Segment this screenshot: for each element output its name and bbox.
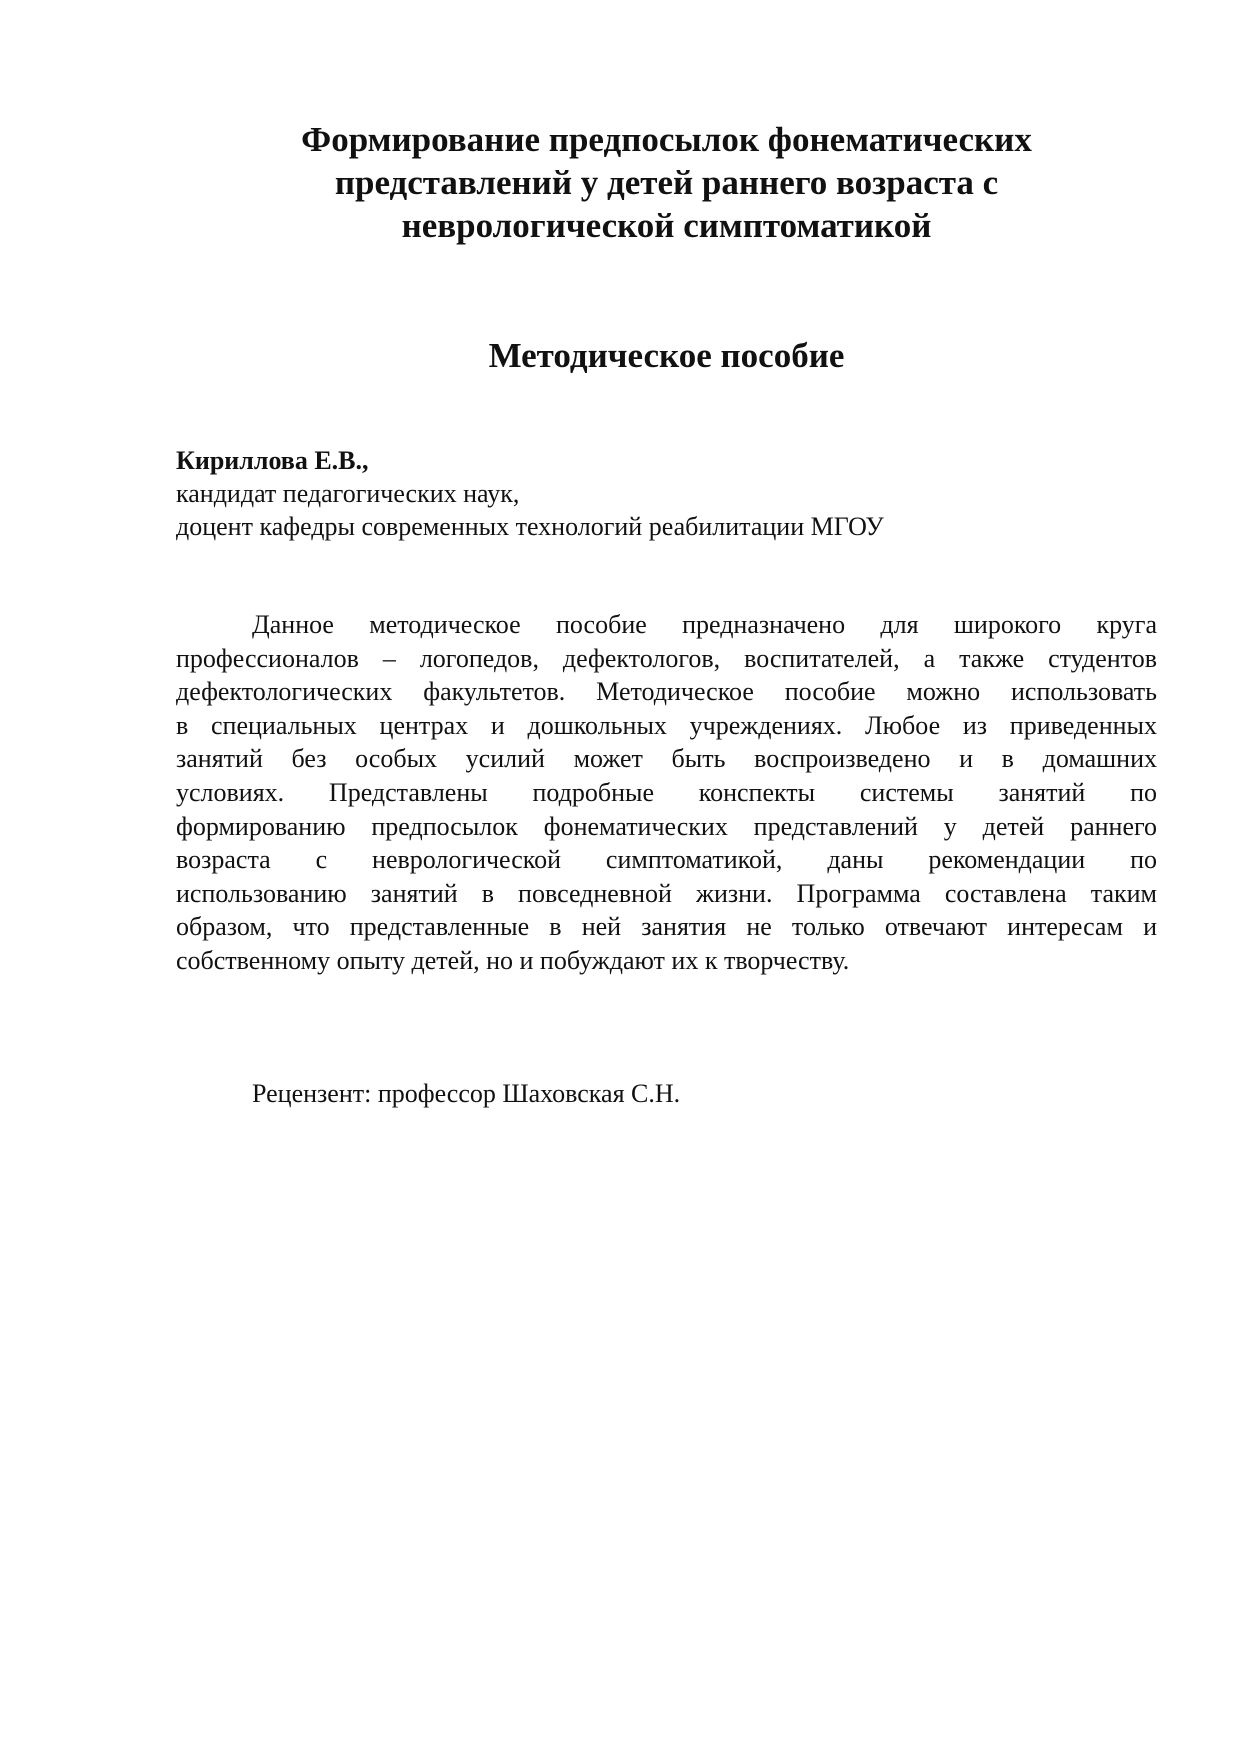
abstract-line: занятий без особых усилий может быть воспроизведено и в домашних <box>176 744 1157 774</box>
author-degree: кандидат педагогических наук, <box>176 479 520 508</box>
abstract-line: использованию занятий в повседневной жизни. Программа составлена таким <box>176 878 1157 908</box>
author-block <box>176 444 1157 543</box>
abstract-line: дефектологических факультетов. Методическое пособие можно использовать <box>176 677 1157 707</box>
title-line: Формирование предпосылок фонематических <box>301 120 1032 159</box>
abstract-line: в специальных центрах и дошкольных учреждениях. Любое из приведенных <box>176 710 1157 740</box>
abstract-line: образом, что представленные в ней занятия не только отвечают интересам и <box>176 912 1157 942</box>
abstract-line: профессионалов – логопедов, дефектологов, воспитателей, а также студентов <box>176 643 1157 673</box>
title-line: представлений у детей раннего возраста с <box>334 163 999 202</box>
abstract-line: собственному опыту детей, но и побуждают их к творчеству. <box>176 945 850 975</box>
document-subtitle: Методическое пособие <box>488 336 845 375</box>
abstract-line: условиях. Представлены подробные конспекты системы занятий по <box>176 777 1157 807</box>
reviewer-line: Рецензент: профессор Шаховская С.Н. <box>252 1079 681 1108</box>
document-title <box>176 118 1157 247</box>
author-position: доцент кафедры современных технологий реабилитации МГОУ <box>176 512 884 541</box>
abstract-line: формированию предпосылок фонематических представлений у детей раннего <box>176 811 1157 841</box>
abstract-line: возраста с неврологической симптоматикой, даны рекомендации по <box>176 845 1157 875</box>
abstract-line: Данное методическое пособие предназначено для широкого круга <box>252 610 1157 639</box>
abstract-paragraph <box>176 608 1157 978</box>
title-line: неврологической симптоматикой <box>401 206 932 245</box>
author-name: Кириллова Е.В., <box>176 446 369 475</box>
